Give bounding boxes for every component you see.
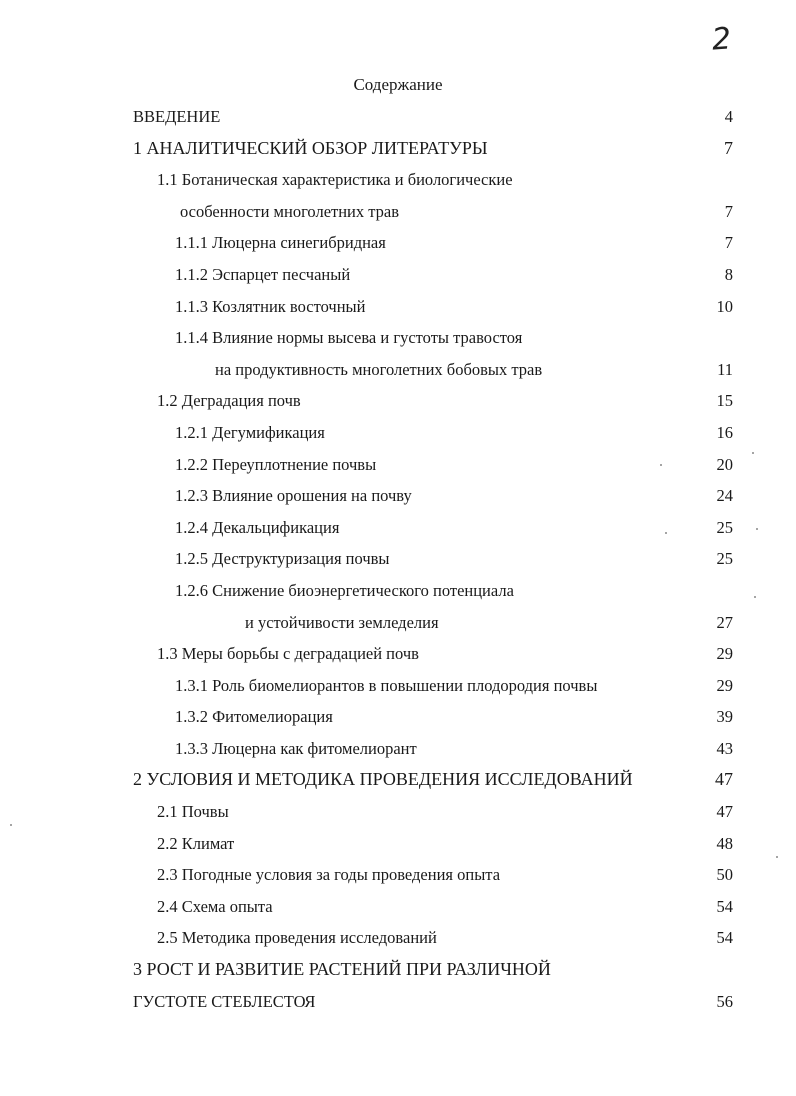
toc-entry-page: 15	[716, 391, 733, 411]
toc-entry	[0, 954, 796, 986]
toc-entry-label: особенности многолетних трав	[180, 201, 400, 221]
toc-entry-page: 4	[724, 107, 733, 126]
toc-entry-label: 1.1 Ботаническая характеристика и биологические	[157, 170, 513, 190]
toc-entry-page: 25	[716, 517, 733, 537]
toc-entry	[0, 607, 796, 639]
toc-entry-label: 1.3.1 Роль биомелиорантов в повышении плодородия почвы	[175, 675, 598, 695]
toc-entry-page: 47	[715, 769, 733, 790]
toc-entry-label: 3 РОСТ И РАЗВИТИЕ РАСТЕНИЙ ПРИ РАЗЛИЧНОЙ	[133, 959, 551, 980]
scan-speck	[665, 532, 667, 534]
toc-entry-page: 48	[716, 833, 733, 853]
toc-entry	[0, 796, 796, 828]
toc-entry-page: 24	[716, 486, 733, 506]
toc-entry-page: 29	[716, 644, 733, 664]
toc-entry-page: 29	[716, 675, 733, 695]
toc-entry	[0, 701, 796, 733]
toc-entry-page: 50	[716, 865, 733, 885]
toc-entry	[0, 986, 796, 1018]
toc-entry-label: 2.1 Почвы	[157, 802, 229, 822]
toc-entry-page: 47	[716, 802, 733, 822]
toc-entry-page: 56	[716, 991, 733, 1011]
toc-entry	[0, 922, 796, 954]
scan-speck	[776, 856, 778, 858]
toc-entry	[0, 385, 796, 417]
handwritten-page-number: 2	[710, 21, 733, 58]
toc-entry-label: на продуктивность многолетних бобовых трав	[215, 359, 543, 379]
toc-entry-label: 1.1.4 Влияние нормы высева и густоты травостоя	[175, 328, 523, 348]
toc-entry	[0, 291, 796, 323]
toc-entry-page: 16	[716, 422, 733, 442]
toc-entry	[0, 512, 796, 544]
scan-speck	[756, 528, 758, 530]
toc-entry	[0, 638, 796, 670]
toc-entry-page: 54	[716, 928, 733, 948]
toc-entry	[0, 133, 796, 165]
toc-entry-page: 39	[716, 707, 733, 727]
toc-entry-label: 1.2 Деградация почв	[157, 391, 301, 411]
toc-entry	[0, 543, 796, 575]
toc-entry	[0, 891, 796, 923]
toc-entry	[0, 101, 796, 133]
toc-entry-label: 1.2.2 Переуплотнение почвы	[175, 454, 377, 474]
toc-entry	[0, 480, 796, 512]
toc-entry-label: 1.2.1 Дегумификация	[175, 422, 325, 442]
toc-entry	[0, 449, 796, 481]
toc-entry	[0, 322, 796, 354]
toc-entry	[0, 733, 796, 765]
toc-entry-label: 1.2.4 Декальцификация	[175, 517, 340, 537]
toc-entry-label: 1.2.5 Деструктуризация почвы	[175, 549, 390, 569]
toc-entry-page: 7	[724, 233, 733, 253]
toc-entry	[0, 259, 796, 291]
scan-speck	[752, 452, 754, 454]
toc-entry-page: 7	[724, 137, 733, 158]
toc-entry	[0, 670, 796, 702]
toc-entry-label: 1.3.3 Люцерна как фитомелиорант	[175, 738, 417, 758]
toc-entry	[0, 575, 796, 607]
toc-entry-label: 1 АНАЛИТИЧЕСКИЙ ОБЗОР ЛИТЕРАТУРЫ	[133, 137, 488, 158]
toc-entry-label: 2.4 Схема опыта	[157, 896, 273, 916]
toc-entry	[0, 164, 796, 196]
toc-entry-label: и устойчивости земледелия	[245, 612, 439, 632]
toc-entry-label: ВВЕДЕНИЕ	[133, 107, 221, 126]
table-of-contents	[0, 101, 796, 1017]
toc-entry-label: 1.3.2 Фитомелиорация	[175, 707, 333, 727]
toc-entry-page: 54	[716, 896, 733, 916]
toc-entry-page: 7	[724, 201, 733, 221]
toc-entry-label: 1.1.2 Эспарцет песчаный	[175, 264, 351, 284]
toc-entry	[0, 196, 796, 228]
toc-entry-page: 25	[716, 549, 733, 569]
toc-entry	[0, 417, 796, 449]
toc-entry-label: 1.3 Меры борьбы с деградацией почв	[157, 644, 419, 664]
toc-entry-page: 20	[716, 454, 733, 474]
toc-entry	[0, 859, 796, 891]
toc-entry-page: 27	[716, 612, 733, 632]
scan-speck	[10, 824, 12, 826]
toc-entry-page: 11	[717, 359, 733, 379]
page-title: Содержание	[353, 75, 443, 94]
toc-entry-label: 1.1.3 Козлятник восточный	[175, 296, 366, 316]
scan-speck	[660, 464, 662, 466]
toc-entry-label: 2 УСЛОВИЯ И МЕТОДИКА ПРОВЕДЕНИЯ ИССЛЕДОВАНИЙ	[133, 769, 633, 790]
toc-entry-label: 1.2.3 Влияние орошения на почву	[175, 486, 412, 506]
toc-entry-label: 2.3 Погодные условия за годы проведения опыта	[157, 865, 501, 885]
scan-speck	[754, 596, 756, 598]
toc-entry	[0, 828, 796, 860]
toc-entry	[0, 354, 796, 386]
toc-entry-page: 43	[716, 738, 733, 758]
toc-entry-label: 2.2 Климат	[157, 833, 235, 853]
toc-entry-label: ГУСТОТЕ СТЕБЛЕСТОЯ	[133, 991, 316, 1011]
toc-entry-page: 10	[716, 296, 733, 316]
toc-entry-label: 1.2.6 Снижение биоэнергетического потенциала	[175, 580, 514, 600]
toc-entry-page: 8	[724, 264, 733, 284]
toc-entry	[0, 227, 796, 259]
toc-entry-label: 2.5 Методика проведения исследований	[157, 928, 437, 948]
toc-entry-label: 1.1.1 Люцерна синегибридная	[175, 233, 386, 253]
toc-entry	[0, 764, 796, 796]
